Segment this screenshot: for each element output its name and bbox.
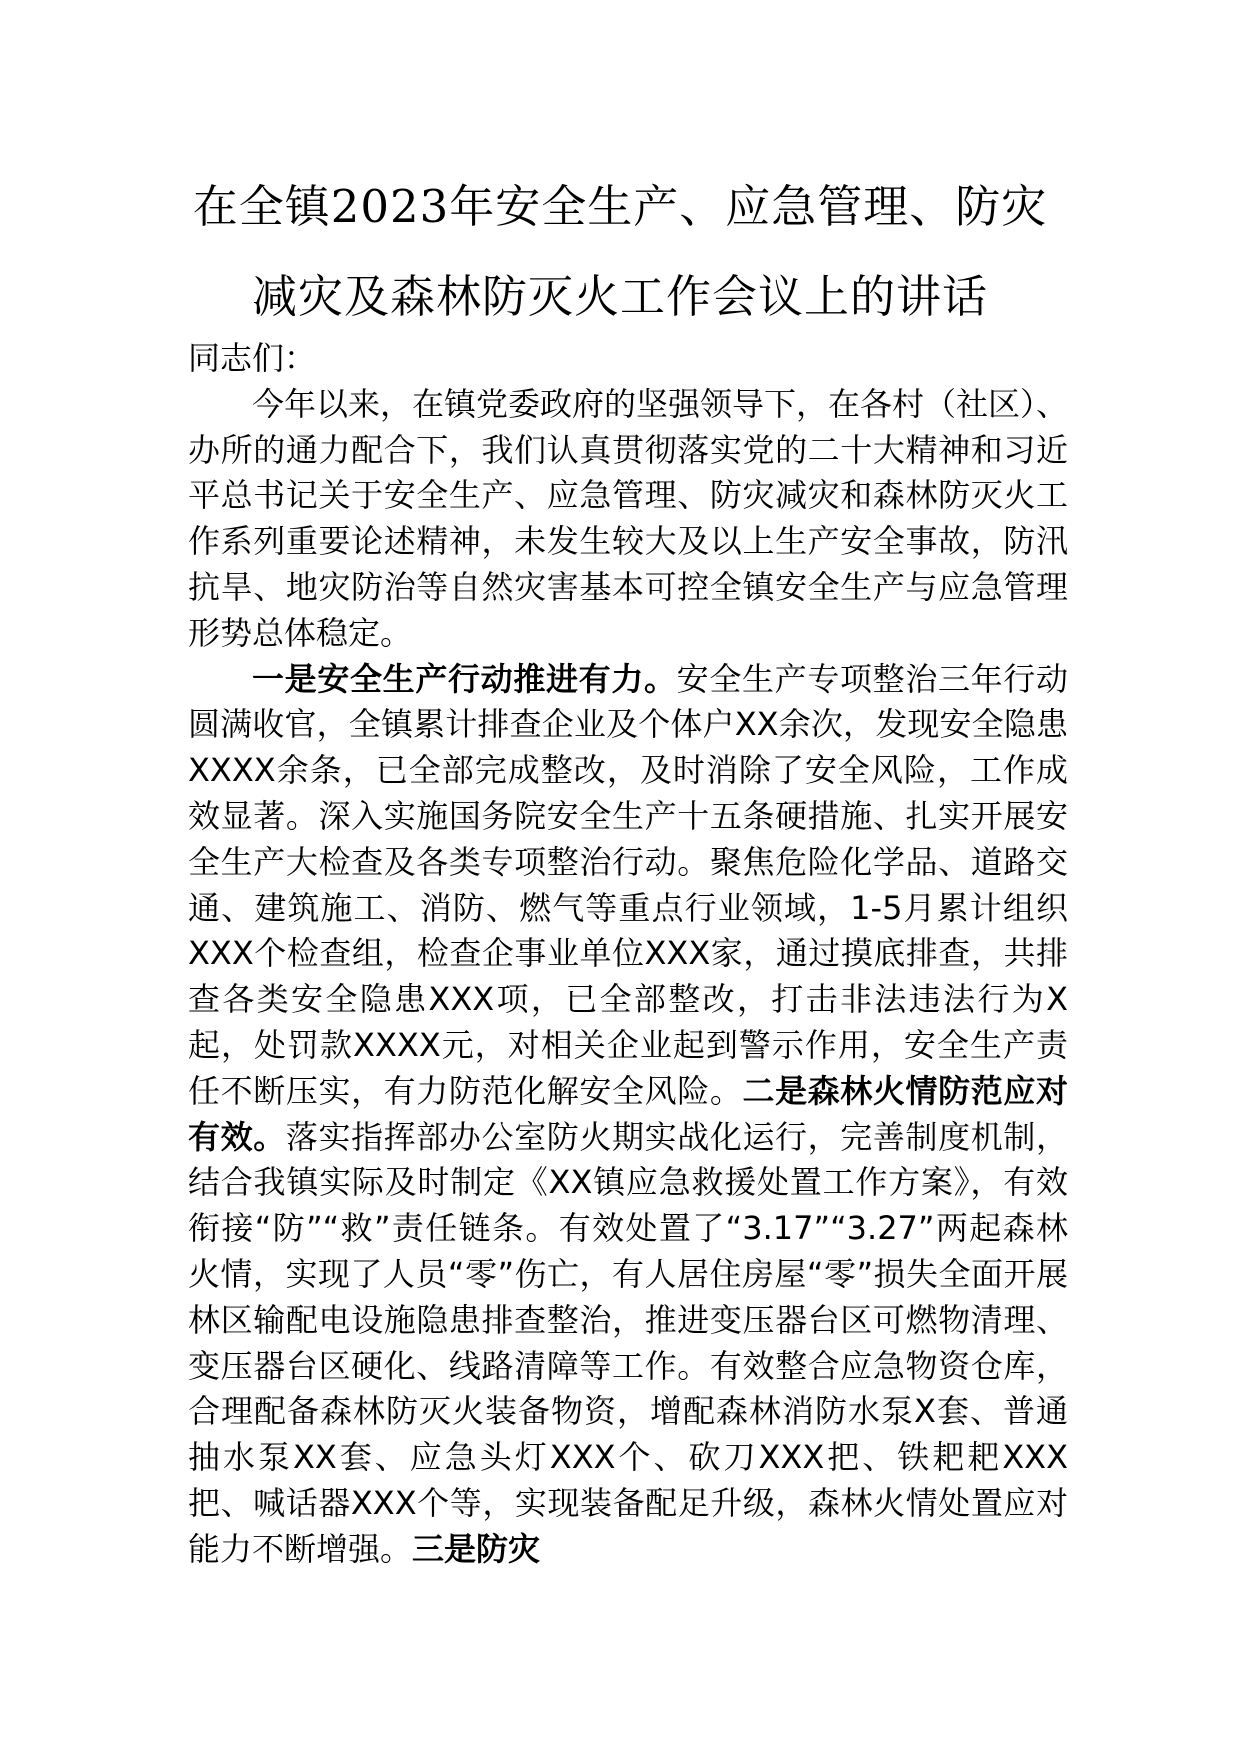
point-3-heading: 三是防灾 bbox=[412, 1529, 541, 1568]
point-2-text: 落实指挥部办公室防火期实战化运行，完善制度机制，结合我镇实际及时制定《XX镇应急救援处置工作方案》，有效衔接“防”“救”责任链条。有效处置了“3.17”“3.27”两起森林火情，实现了人员“零”伤亡，有人居住房屋“零”损失全面开展林区输配电设施隐患排查整治，推进变压器台区可燃物清理、变压器台区硬化、线路清障等工作。有效整合应急物资仓库，合理配备森林防灭火装备物资，增配森林消防水泵X套、普通抽水泵XX套、应急头灯XXX个、砍刀XXX把、铁耙耙XXX把、喊话器XXX个等，实现装备配足升级，森林火情处置应对能力不断增强。 bbox=[188, 1117, 1068, 1568]
document-body bbox=[188, 336, 1068, 1573]
salutation: 同志们： bbox=[188, 339, 317, 377]
title-line-2: 减灾及森林防灭火工作会议上的讲话 bbox=[251, 270, 988, 323]
main-paragraph bbox=[188, 657, 1068, 1573]
document-title bbox=[150, 162, 1090, 342]
point-2-heading: 二是森林火情防范应对有效。 bbox=[188, 1071, 1068, 1156]
point-1-heading: 一是安全生产行动推进有力。 bbox=[252, 659, 677, 698]
intro-paragraph: 今年以来，在镇党委政府的坚强领导下，在各村（社区）、办所的通力配合下，我们认真贯彻落实党的二十大精神和习近平总书记关于安全生产、应急管理、防灾减灾和森林防灭火工作系列重要论述精神，未发生较大及以上生产安全事故，防汛抗旱、地灾防治等自然灾害基本可控全镇安全生产与应急管理形势总体稳定。 bbox=[188, 384, 1069, 652]
point-1-text: 安全生产专项整治三年行动圆满收官，全镇累计排查企业及个体户XX余次，发现安全隐患XXXX余条，已全部完成整改，及时消除了安全风险，工作成效显著。深入实施国务院安全生产十五条硬措施、扎实开展安全生产大检查及各类专项整治行动。聚焦危险化学品、道路交通、建筑施工、消防、燃气等重点行业领域，1-5月累计组织XXX个检查组，检查企事业单位XXX家，通过摸底排查，共排查各类安全隐患XXX项，已全部整改，打击非法违法行为X起，处罚款XXXX元，对相关企业起到警示作用，安全生产责任不断压实，有力防范化解安全风险。 bbox=[188, 659, 1068, 1110]
title-line-1: 在全镇2023年安全生产、应急管理、防灾 bbox=[192, 180, 1048, 233]
